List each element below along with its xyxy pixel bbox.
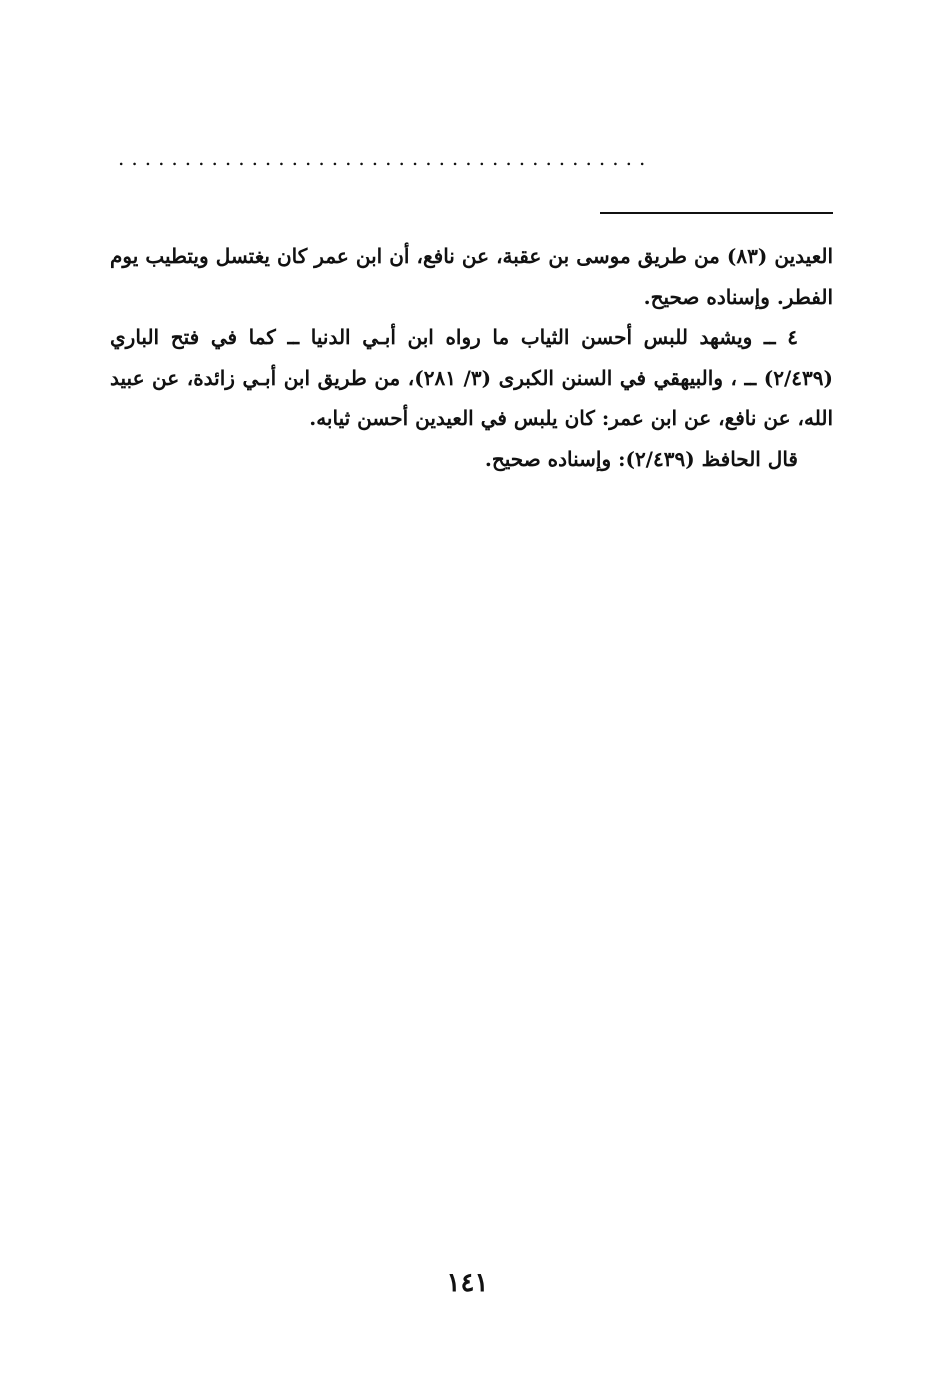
footnote-4: ٤ ــ ويشهد للبس أحسن الثياب ما رواه ابن أبـي الدنيا ــ كما في فتح الباري (٢/٤٣٩) ــ ، والبيهقي في السنن الكبرى (٣/ ٢٨١)، من طريق ابن أبـي زائدة، عن عبيد الله، عن نافع، عن ابن عمر: كان يلبس في العيدين أحسن ثيابه. <box>110 325 833 430</box>
footnote-continuation: العيدين (٨٣) من طريق موسى بن عقبة، عن نافع، أن ابن عمر كان يغتسل ويتطيب يوم الفطر. وإسناده صحيح. <box>110 244 833 309</box>
footnote-hafiz: قال الحافظ (٢/٤٣٩): وإسناده صحيح. <box>484 446 798 471</box>
footnotes-block <box>110 236 833 479</box>
dotted-separator: ........................................ <box>118 148 653 168</box>
footnote-rule <box>600 212 833 214</box>
page-number: ١٤١ <box>446 1268 489 1298</box>
